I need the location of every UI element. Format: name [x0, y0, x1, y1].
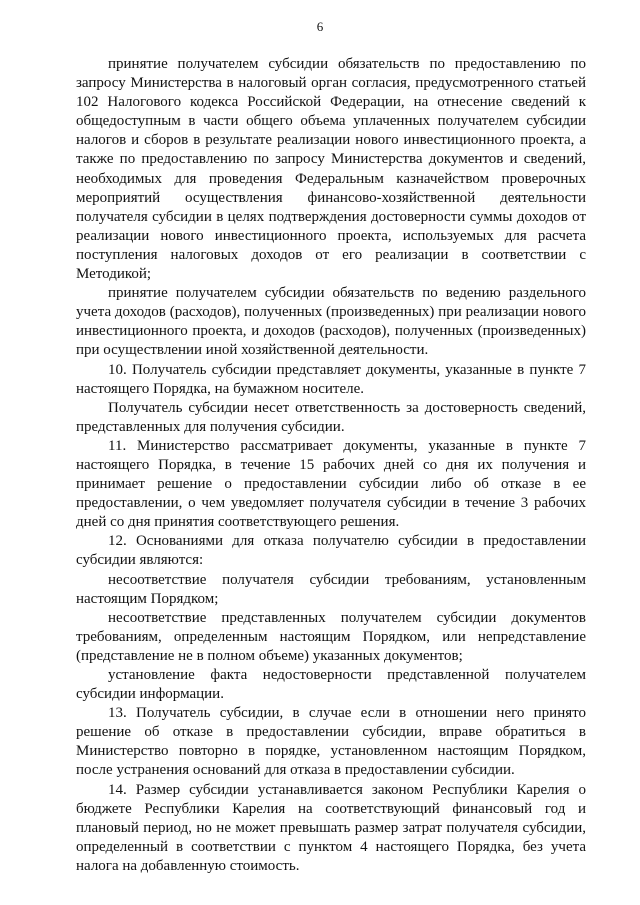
paragraph-14-subsidy-amount: 14. Размер субсидии устанавливается законом Республики Карелия о бюджете Республики Карелия на соответствующий финансовый год и плановый период, но не может превышать размер затрат получателя субсидии, определенный в соответствии с пунктом 4 настоящего Порядка, без учета налога на добавленную стоимость.	[76, 781, 586, 874]
paragraph-10-paper-documents: 10. Получатель субсидии представляет документы, указанные в пункте 7 настоящего Порядка, на бумажном носителе.	[76, 361, 586, 397]
document-body	[76, 55, 586, 876]
paragraph-11-review-terms: 11. Министерство рассматривает документы, указанные в пункте 7 настоящего Порядка, в течение 15 рабочих дней со дня их получения и принимает решение о предоставлении субсидии либо об отказе в ее предоставлении, о чем уведомляет получателя субсидии в течение 3 рабочих дней со дня принятия соответствующего решения.	[76, 437, 586, 531]
paragraph-refusal-false-information: установление факта недостоверности представленной получателем субсидии информации.	[76, 667, 586, 703]
paragraph-refusal-documents: несоответствие представленных получателем субсидии документов требованиям, определенным настоящим Порядком, или непредставление (представление не в полном объеме) указанных документов;	[76, 609, 586, 664]
paragraph-refusal-noncompliance: несоответствие получателя субсидии требованиям, установленным настоящим Порядком;	[76, 571, 586, 607]
page-number: 6	[316, 19, 324, 34]
paragraph-13-reapplication: 13. Получатель субсидии, в случае если в отношении него принято решение об отказе в предоставлении субсидии, вправе обратиться в Министерство повторно в порядке, установленном настоящим Порядком, после устранения оснований для отказа в предоставлении субсидии.	[76, 705, 586, 779]
paragraph-recipient-responsibility: Получатель субсидии несет ответственность за достоверность сведений, представленных для получения субсидии.	[76, 399, 586, 435]
paragraph-12-refusal-grounds: 12. Основаниями для отказа получателю субсидии в предоставлении субсидии являются:	[76, 533, 586, 569]
paragraph-separate-accounting-obligation: принятие получателем субсидии обязательств по ведению раздельного учета доходов (расходов), полученных (произведенных) при реализации нового инвестиционного проекта, и доходов (расходов), полученных (произведенных) при осуществлении иной хозяйственной деятельности.	[76, 285, 586, 359]
paragraph-tax-disclosure-obligation: принятие получателем субсидии обязательств по предоставлению по запросу Министерства в налоговый орган согласия, предусмотренного статьей 102 Налогового кодекса Российской Федерации, на отнесение сведений к общедоступным в части общего объема уплаченных получателем субсидии налогов и сборов в результате реализации нового инвестиционного проекта, а также по предоставлению по запросу Министерства документов и сведений, необходимых для проведения Федеральным казначейством проверочных мероприятий осуществления финансово-хозяйственной деятельности получателя субсидии в целях подтверждения достоверности суммы доходов от реализации нового инвестиционного проекта, используемых для расчета поступления налоговых доходов от его реализации в соответствии с Методикой;	[76, 56, 586, 283]
